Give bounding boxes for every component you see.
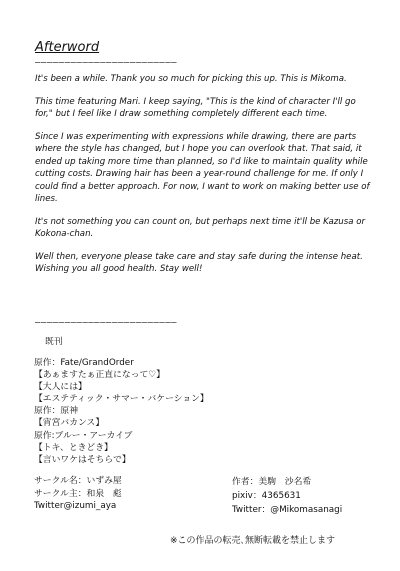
copyright-notice: ※この作品の転売､無断転載を禁止します xyxy=(170,536,336,546)
circle-owner: サークル主：和泉 彪 xyxy=(34,488,122,499)
list-item: 【言いワケはそちらで】 xyxy=(34,454,131,465)
bottom-divider: ———————————————————————— xyxy=(35,318,178,328)
afterword-title: Afterword xyxy=(35,40,100,55)
author-name: 作者：美駒 沙名希 xyxy=(232,477,312,487)
author-twitter: Twitter：@Mikomasanagi xyxy=(232,505,343,515)
paragraph-5: Well then, everyone please take care and stay safe during the intense heat. Wishing you all good health. Stay well! xyxy=(35,251,363,274)
paragraph-4: It's not something you can count on, but perhaps next time it'll be Kazusa or Kokona-chan. xyxy=(35,216,365,239)
top-divider: ———————————————————————— xyxy=(35,58,178,68)
list-item: 原作：Fate/GrandOrder xyxy=(34,358,134,368)
list-item: 【エステティック・サマー・バケーション】 xyxy=(34,394,209,405)
published-list xyxy=(34,357,209,466)
paragraph-2: This time featuring Mari. I keep saying, "This is the kind of character I'll go for," but I feel like I draw something completely different each time. xyxy=(35,96,356,119)
paragraph-3: Since I was experimenting with expressions while drawing, there are parts where the style has changed, but I hope you can overlook that. That said, it ended up taking more time than planned, so I'd like to maintain quality while cutting costs. Drawing hair has been a year-round challenge for me. If only I could find a better approach. For now, I want to work on making better use of lines. xyxy=(35,131,370,204)
circle-info xyxy=(34,475,122,513)
author-info xyxy=(232,475,342,517)
list-item: 【あぁますたぁ正直になって♡】 xyxy=(34,370,165,381)
paragraph-1: It's been a while. Thank you so much for picking this up. This is Mikoma. xyxy=(35,74,347,84)
published-heading: 既刊 xyxy=(45,337,63,347)
list-item: 原作：原神 xyxy=(34,406,78,417)
list-item: 【宵宮バカンス】 xyxy=(34,418,105,429)
circle-twitter: Twitter@izumi_aya xyxy=(34,501,117,511)
list-item: 原作:ブルー・アーカイブ xyxy=(34,430,133,441)
afterword-body xyxy=(35,73,370,286)
list-item: 【トキ、ときどき】 xyxy=(34,442,113,453)
circle-name: サークル名：いずみ屋 xyxy=(34,476,122,486)
author-pixiv: pixiv：4365631 xyxy=(232,491,301,501)
list-item: 【大人には】 xyxy=(34,382,87,393)
